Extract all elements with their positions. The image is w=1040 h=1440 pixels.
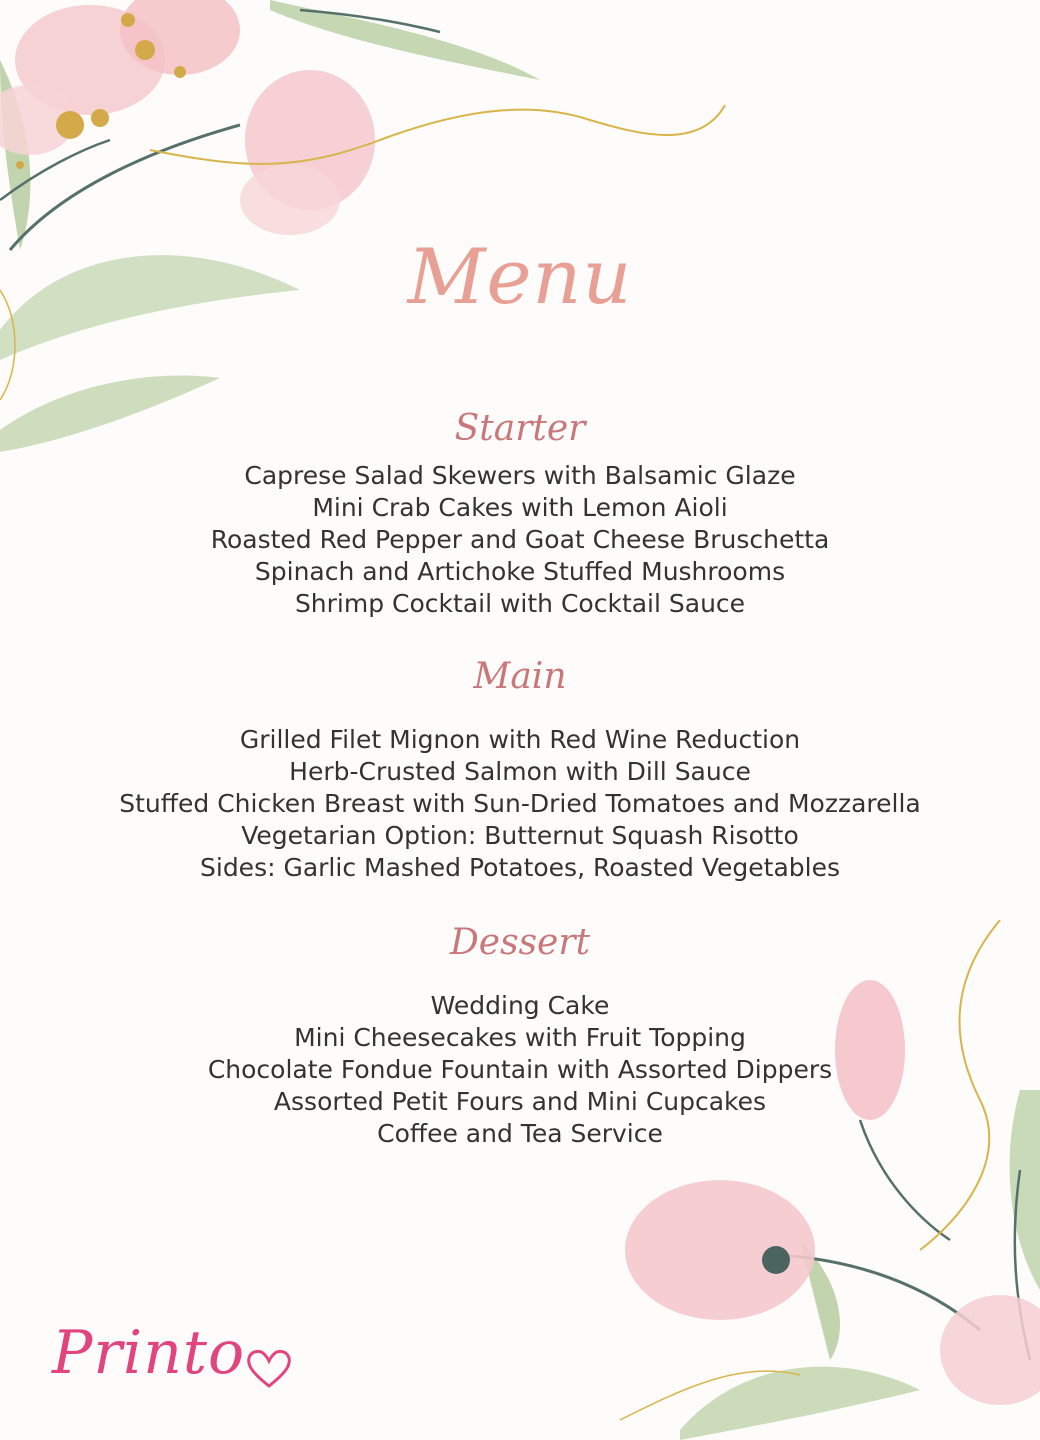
menu-item: Wedding Cake [430,991,610,1020]
menu-item: Stuffed Chicken Breast with Sun-Dried Tomatoes and Mozzarella [119,789,921,818]
menu-item: Shrimp Cocktail with Cocktail Sauce [294,589,746,618]
section-title-dessert: Dessert [449,922,591,963]
starter-list [0,460,1040,620]
menu-item: Assorted Petit Fours and Mini Cupcakes [273,1087,767,1116]
menu-item: Mini Cheesecakes with Fruit Topping [294,1023,746,1052]
menu-item: Chocolate Fondue Fountain with Assorted Dippers [207,1055,833,1084]
menu-item: Herb-Crusted Salmon with Dill Sauce [289,757,751,786]
menu-item: Sides: Garlic Mashed Potatoes, Roasted Vegetables [200,853,840,882]
menu-item: Mini Crab Cakes with Lemon Aioli [312,493,728,522]
menu-item: Grilled Filet Mignon with Red Wine Reduction [239,725,801,754]
menu-item: Caprese Salad Skewers with Balsamic Glaze [244,461,796,490]
dessert-list [0,990,1040,1150]
section-title-starter: Starter [454,408,586,449]
main-list [0,724,1040,884]
section-title-main: Main [473,656,567,697]
menu-item: Vegetarian Option: Butternut Squash Risotto [241,821,799,850]
menu-item: Spinach and Artichoke Stuffed Mushrooms [254,557,786,586]
menu-item: Roasted Red Pepper and Goat Cheese Bruschetta [210,525,830,554]
brand-logo: Printo [52,1318,246,1388]
heart-icon [244,1348,294,1390]
menu-item: Coffee and Tea Service [377,1119,663,1148]
menu-title: Menu [407,232,633,321]
